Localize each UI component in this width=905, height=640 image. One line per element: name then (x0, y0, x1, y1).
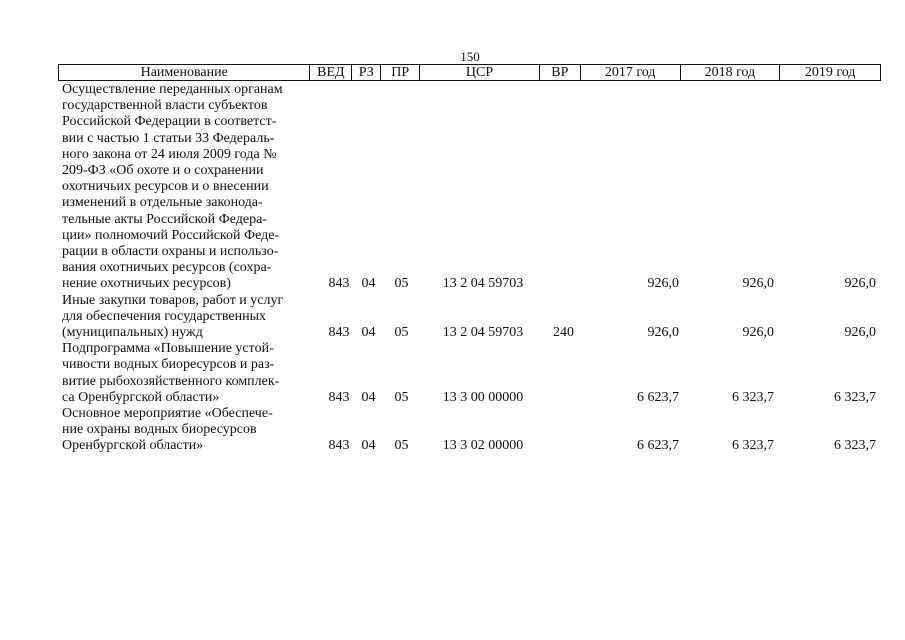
row-value-2018: 926,0 (742, 325, 774, 341)
row-name-line: охотничьих ресурсов и о внесении (62, 179, 269, 195)
row-value-2019: 926,0 (844, 276, 876, 292)
row-name-line: государственной власти субъектов (62, 98, 268, 114)
column-header-2019: 2019 год (804, 65, 856, 80)
row-name-line: (муниципальных) нужд (62, 325, 203, 341)
column-header-2018: 2018 год (681, 65, 781, 80)
page-number: 150 (460, 49, 480, 64)
column-header-2017: 2017 год (581, 65, 681, 80)
row-value-2018: 6 323,7 (732, 438, 774, 454)
row-value-2017: 926,0 (647, 276, 679, 292)
column-header-name: Наименование (59, 65, 310, 80)
row-pr: 05 (394, 438, 409, 454)
row-name (58, 293, 310, 342)
row-ved: 843 (328, 389, 350, 405)
row-csr: 13 2 04 59703 (442, 276, 524, 292)
column-header-csr: ЦСР (420, 65, 540, 80)
row-name-line: витие рыбохозяйственного комплек- (62, 373, 280, 389)
row-name-line: тельные акты Российской Федера- (62, 211, 267, 227)
row-name (58, 82, 310, 293)
row-pr: 05 (394, 276, 409, 292)
row-ved: 843 (328, 276, 350, 292)
table-header (58, 64, 881, 81)
row-pr: 05 (394, 389, 409, 405)
row-value-2017: 6 623,7 (637, 389, 679, 405)
row-name-line: Российской Федерации в соответст- (62, 114, 277, 130)
row-name-line: изменений в отдельные законода- (62, 195, 263, 211)
table-row (58, 82, 881, 293)
row-value-2019: 6 323,7 (834, 389, 876, 405)
row-rz: 04 (361, 276, 376, 292)
row-name-line: ции» полномочий Российской Феде- (62, 227, 280, 243)
row-rz: 04 (361, 389, 376, 405)
table-body (58, 82, 881, 455)
row-value-2019: 6 323,7 (834, 438, 876, 454)
row-name-line: рации в области охраны и использо- (62, 244, 279, 260)
row-value-2017: 6 623,7 (637, 438, 679, 454)
column-header-vr: ВР (540, 65, 581, 80)
row-name-line: Основное мероприятие «Обеспече- (62, 406, 273, 422)
row-name-line: нение охотничьих ресурсов) (62, 276, 231, 292)
row-value-2019: 926,0 (844, 325, 876, 341)
row-name-line: Оренбургской области» (62, 438, 204, 454)
column-header-ved: ВЕД (310, 65, 352, 80)
row-csr: 13 3 00 00000 (442, 389, 524, 405)
row-csr: 13 3 02 00000 (442, 438, 524, 454)
row-name-line: чивости водных биоресурсов и раз- (62, 357, 275, 373)
row-name (58, 341, 310, 406)
column-header-rz: РЗ (352, 65, 381, 80)
row-vr: 240 (553, 325, 574, 341)
row-name-line: Иные закупки товаров, работ и услуг (62, 292, 284, 308)
row-ved: 843 (328, 325, 350, 341)
row-value-2018: 926,0 (742, 276, 774, 292)
row-name (58, 406, 310, 455)
row-name-line: ние охраны водных биоресурсов (62, 422, 257, 438)
row-name-line: ного закона от 24 июля 2009 года № (62, 146, 277, 162)
row-value-2018: 6 323,7 (732, 389, 774, 405)
row-rz: 04 (361, 438, 376, 454)
row-name-line: 209-ФЗ «Об охоте и о сохранении (62, 163, 264, 179)
row-name-line: вии с частью 1 статьи 33 Федераль- (62, 130, 275, 146)
column-header-pr: ПР (381, 65, 420, 80)
row-pr: 05 (394, 325, 409, 341)
row-name-line: Подпрограмма «Повышение устой- (62, 341, 274, 357)
row-csr: 13 2 04 59703 (442, 325, 524, 341)
table-row (58, 406, 881, 455)
table-row (58, 293, 881, 342)
row-name-line: са Оренбургской области» (62, 389, 220, 405)
table-row (58, 341, 881, 406)
row-name-line: Осуществление переданных органам (62, 82, 283, 97)
row-name-line: для обеспечения государственных (62, 308, 266, 324)
row-rz: 04 (361, 325, 376, 341)
row-value-2017: 926,0 (647, 325, 679, 341)
row-name-line: вания охотничьих ресурсов (сохра- (62, 260, 272, 276)
row-ved: 843 (328, 438, 350, 454)
